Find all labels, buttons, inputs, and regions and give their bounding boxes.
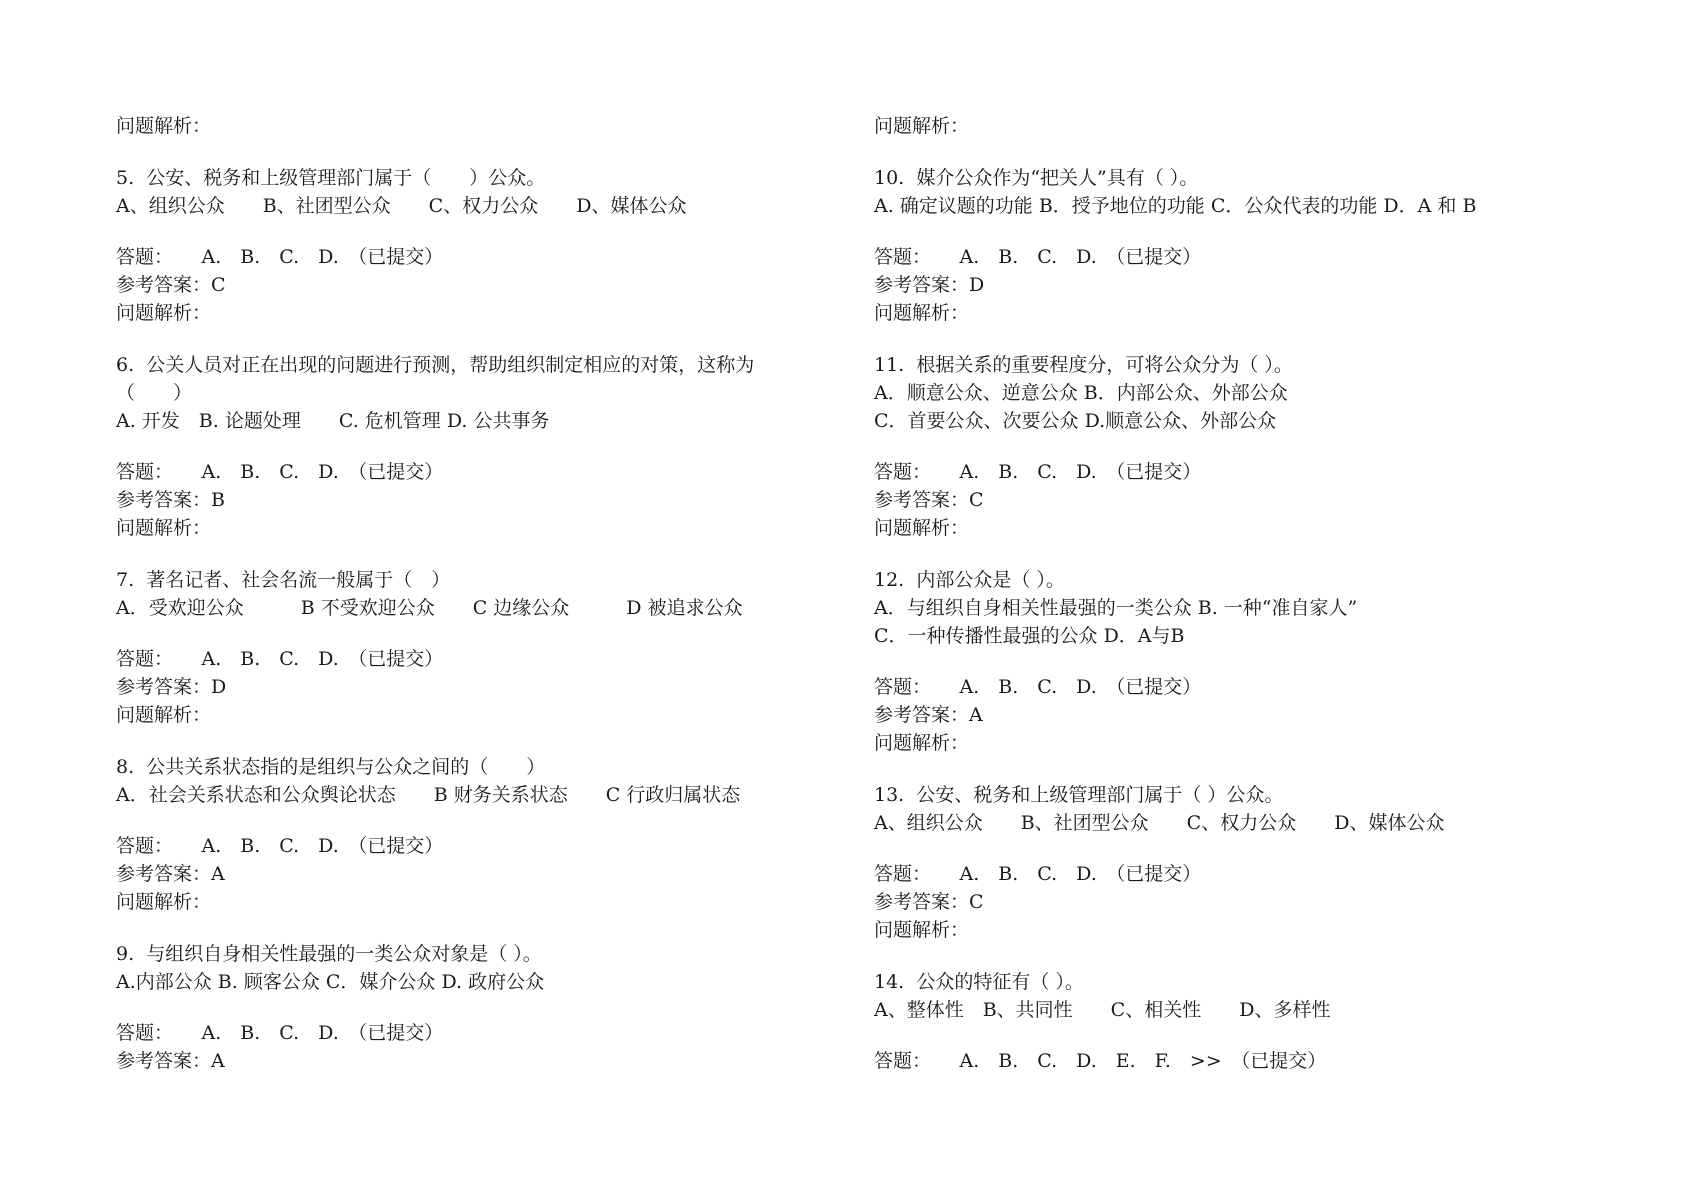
reference-answer: 参考答案：B — [116, 489, 225, 511]
question-options: A．社会关系状态和公众舆论状态 B 财务关系状态 C 行政归属状态 — [116, 784, 741, 806]
answer-choices[interactable]: 答题： A. B. C. D. （已提交） — [116, 648, 444, 670]
analysis-label: 问题解析： — [116, 115, 212, 137]
question-number: 5. — [116, 167, 135, 189]
reference-answer: 参考答案：D — [874, 274, 985, 296]
question-stem — [874, 781, 1614, 809]
answer-choices[interactable]: 答题： A. B. C. D. （已提交） — [874, 246, 1202, 268]
answer-choices[interactable]: 答题： A. B. C. D. （已提交） — [874, 676, 1202, 698]
analysis-label: 问题解析： — [116, 704, 212, 726]
question-text: 内部公众是（ ）。 — [916, 569, 1065, 591]
question-5 — [116, 164, 856, 327]
analysis-label: 问题解析： — [874, 919, 970, 941]
question-number: 7. — [116, 569, 135, 591]
analysis-label: 问题解析： — [874, 302, 970, 324]
question-options: A、组织公众 B、社团型公众 C、权力公众 D、媒体公众 — [116, 195, 687, 217]
question-text: 公关人员对正在出现的问题进行预测，帮助组织制定相应的对策，这称为 — [146, 354, 755, 376]
question-stem — [874, 968, 1614, 996]
question-text: 根据关系的重要程度分，可将公众分为（ ）。 — [916, 354, 1293, 376]
answer-choices[interactable]: 答题： A. B. C. D. E. F. >> （已提交） — [874, 1050, 1327, 1072]
question-text: 著名记者、社会名流一般属于（ ） — [146, 569, 451, 591]
question-8 — [116, 753, 856, 916]
question-options: C．一种传播性最强的公众 D．A与B — [874, 625, 1185, 647]
question-stem — [874, 566, 1614, 594]
reference-answer: 参考答案：C — [116, 274, 226, 296]
reference-answer: 参考答案：A — [116, 863, 225, 885]
question-stem — [116, 566, 856, 594]
analysis-label: 问题解析： — [116, 517, 212, 539]
question-stem — [874, 164, 1614, 192]
question-6 — [116, 351, 856, 542]
question-7 — [116, 566, 856, 729]
question-number: 9. — [116, 943, 135, 965]
reference-answer: 参考答案：A — [874, 704, 983, 726]
question-text: 公共关系状态指的是组织与公众之间的（ ） — [146, 756, 546, 778]
answer-choices[interactable]: 答题： A. B. C. D. （已提交） — [116, 461, 444, 483]
left-column — [116, 112, 856, 1075]
question-options: A、组织公众 B、社团型公众 C、权力公众 D、媒体公众 — [874, 812, 1445, 834]
question-number: 8. — [116, 756, 135, 778]
answer-choices[interactable]: 答题： A. B. C. D. （已提交） — [116, 246, 444, 268]
analysis-label: 问题解析： — [874, 732, 970, 754]
reference-answer: 参考答案：D — [116, 676, 227, 698]
answer-choices[interactable]: 答题： A. B. C. D. （已提交） — [874, 461, 1202, 483]
question-text: 与组织自身相关性最强的一类公众对象是（ ）。 — [146, 943, 542, 965]
question-options: C．首要公众、次要公众 D.顺意公众、外部公众 — [874, 410, 1277, 432]
question-10 — [874, 164, 1614, 327]
question-options: A．与组织自身相关性最强的一类公众 B. 一种“准自家人” — [874, 597, 1358, 619]
question-number: 10. — [874, 167, 905, 189]
question-stem — [116, 351, 856, 379]
right-column — [874, 112, 1614, 1075]
question-stem — [116, 164, 856, 192]
question-text: 媒介公众作为“把关人”具有（ ）。 — [916, 167, 1199, 189]
question-number: 12. — [874, 569, 905, 591]
answer-choices[interactable]: 答题： A. B. C. D. （已提交） — [874, 863, 1202, 885]
question-text: 公安、税务和上级管理部门属于（ ）公众。 — [146, 167, 546, 189]
question-text: 公众的特征有（ ）。 — [916, 971, 1084, 993]
analysis-label: 问题解析： — [874, 115, 970, 137]
answer-choices[interactable]: 答题： A. B. C. D. （已提交） — [116, 835, 444, 857]
question-text: 公安、税务和上级管理部门属于（ ）公众。 — [916, 784, 1284, 806]
question-stem — [116, 753, 856, 781]
question-12 — [874, 566, 1614, 757]
question-options: A、整体性 B、共同性 C、相关性 D、多样性 — [874, 999, 1331, 1021]
reference-answer: 参考答案：C — [874, 489, 984, 511]
question-11 — [874, 351, 1614, 542]
question-options: A. 确定议题的功能 B．授予地位的功能 C．公众代表的功能 D．A 和 B — [874, 195, 1477, 217]
question-options: A.内部公众 B. 顾客公众 C．媒介公众 D. 政府公众 — [116, 971, 545, 993]
question-13 — [874, 781, 1614, 944]
answer-choices[interactable]: 答题： A. B. C. D. （已提交） — [116, 1022, 444, 1044]
question-number: 11. — [874, 354, 905, 376]
reference-answer: 参考答案：A — [116, 1050, 225, 1072]
question-number: 13. — [874, 784, 905, 806]
question-options: A．顺意公众、逆意公众 B．内部公众、外部公众 — [874, 382, 1288, 404]
analysis-label: 问题解析： — [116, 891, 212, 913]
analysis-label: 问题解析： — [874, 517, 970, 539]
question-9 — [116, 940, 856, 1075]
question-stem — [116, 940, 856, 968]
question-options: A. 开发 B. 论题处理 C. 危机管理 D. 公共事务 — [116, 410, 550, 432]
analysis-label: 问题解析： — [116, 302, 212, 324]
question-stem-continued: （ ） — [116, 382, 193, 404]
question-number: 14. — [874, 971, 905, 993]
question-number: 6. — [116, 354, 135, 376]
reference-answer: 参考答案：C — [874, 891, 984, 913]
question-stem — [874, 351, 1614, 379]
question-14 — [874, 968, 1614, 1075]
question-options: A．受欢迎公众 B 不受欢迎公众 C 边缘公众 D 被追求公众 — [116, 597, 743, 619]
